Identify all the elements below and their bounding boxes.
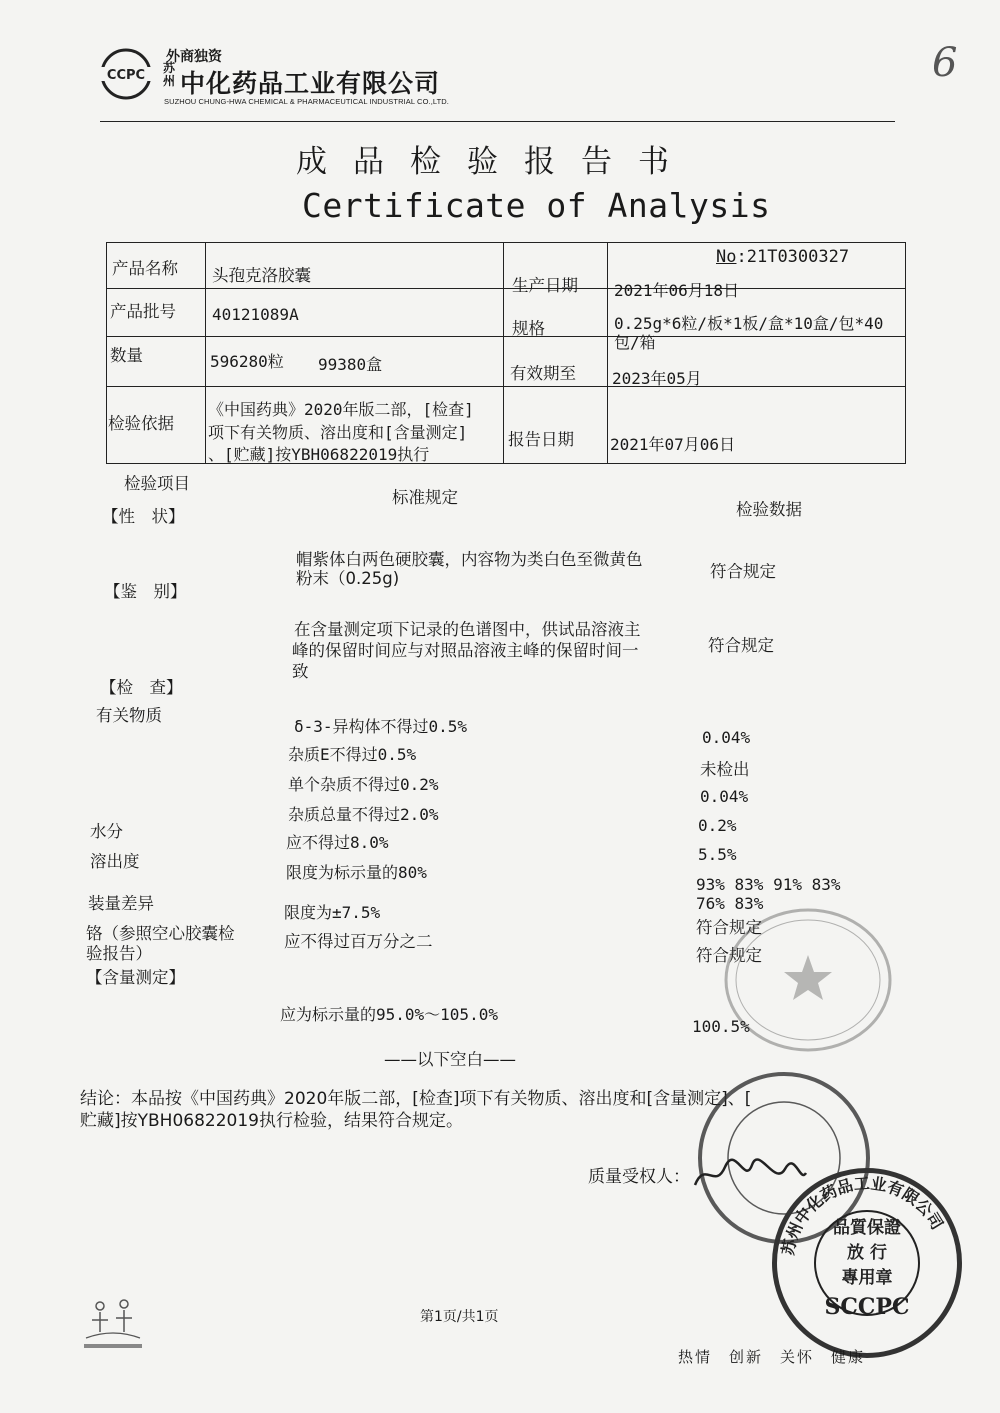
release-stamp-main	[772, 1168, 962, 1358]
related-result-1: 0.04%	[702, 728, 751, 747]
related-result-4: 0.2%	[698, 816, 737, 835]
chromium-label-line2: 验报告）	[86, 944, 152, 963]
product-name-label: 产品名称	[112, 259, 178, 278]
water-std: 应不得过8.0%	[286, 833, 389, 852]
section-assay: 【含量测定】	[86, 968, 185, 987]
related-substances-label: 有关物质	[96, 706, 162, 725]
table-rule	[106, 336, 906, 337]
section-identification: 【鉴 别】	[104, 582, 187, 601]
related-std-4: 杂质总量不得过2.0%	[288, 805, 439, 824]
spec-value-line1: 0.25g*6粒/板*1板/盒*10盒/包*40	[614, 314, 884, 333]
header-divider	[100, 121, 895, 122]
dissolution-label: 溶出度	[90, 852, 140, 871]
report-no-prefix: No	[716, 247, 737, 267]
related-std-3: 单个杂质不得过0.2%	[288, 775, 439, 794]
logo-text: CCPC	[106, 68, 146, 83]
table-rule	[205, 242, 206, 464]
company-tag: 外商独资	[166, 49, 222, 65]
stamp-center-3: 專用章	[841, 1267, 893, 1288]
assay-result: 100.5%	[692, 1017, 750, 1036]
col-header-item: 检验项目	[124, 474, 190, 493]
spec-value-line2: 包/箱	[614, 333, 656, 352]
stamp-center-1: 品質保證	[833, 1217, 901, 1238]
company-city: 苏州	[163, 61, 176, 88]
quantity-capsules: 596280粒	[210, 352, 284, 371]
report-no-value: 21T0300327	[746, 247, 850, 267]
batch-value: 40121089A	[212, 305, 299, 324]
conclusion-line2: 贮藏]按YBH06822019执行检验，结果符合规定。	[80, 1111, 463, 1131]
identification-result: 符合规定	[708, 636, 774, 655]
related-result-2: 未检出	[700, 760, 750, 779]
company-logo	[100, 48, 152, 100]
dissolution-std: 限度为标示量的80%	[286, 863, 427, 882]
table-rule	[607, 242, 608, 464]
section-appearance: 【性 状】	[102, 507, 185, 526]
footer-logo-icon	[78, 1294, 148, 1356]
conclusion-line1: 结论：本品按《中国药典》2020年版二部，[检查]项下有关物质、溶出度和[含量测定]、[	[80, 1089, 752, 1109]
expiry-label: 有效期至	[510, 364, 576, 383]
expiry-value: 2023年05月	[612, 369, 702, 388]
appearance-result: 符合规定	[710, 562, 776, 581]
col-header-result: 检验数据	[736, 500, 802, 519]
related-std-1: δ-3-异构体不得过0.5%	[294, 717, 468, 736]
stamp-ring-text: 苏州中化药品工业有限公司	[778, 1173, 947, 1257]
appearance-std-line1: 帽紫体白两色硬胶囊，内容物为类白色至微黄色	[296, 550, 643, 569]
company-name-en: SUZHOU CHUNG-HWA CHEMICAL & PHARMACEUTICAL INDUSTRIAL CO.,LTD.	[164, 97, 449, 106]
company-name-cn: 中化药品工业有限公司	[180, 69, 441, 98]
stamp-center-2: 放 行	[847, 1242, 887, 1263]
table-rule	[503, 242, 504, 464]
weight-variation-std: 限度为±7.5%	[284, 903, 381, 922]
svg-text:苏州中化药品工业有限公司	[778, 1174, 947, 1257]
quantity-boxes: 99380盒	[318, 355, 383, 374]
related-std-2: 杂质E不得过0.5%	[288, 745, 417, 764]
appearance-std-line2: 粉末（0.25g)	[296, 569, 400, 588]
report-date-label: 报告日期	[508, 430, 574, 449]
identification-std-line1: 在含量测定项下记录的色谱图中，供试品溶液主	[294, 620, 641, 639]
identification-std-line3: 致	[292, 662, 309, 681]
water-result: 5.5%	[698, 845, 737, 864]
qa-authorized-label: 质量受权人：	[588, 1167, 690, 1187]
dissolution-result-line2: 76% 83%	[696, 894, 764, 913]
chromium-label-line1: 铬（参照空心胶囊检	[86, 924, 235, 943]
col-header-standard: 标准规定	[392, 488, 458, 507]
page-info: 第1页/共1页	[420, 1309, 499, 1325]
assay-std: 应为标示量的95.0%～105.0%	[280, 1005, 498, 1024]
weight-variation-result: 符合规定	[696, 918, 762, 937]
title-cn: 成品检验报告书	[296, 144, 695, 180]
title-en: Certificate of Analysis	[302, 186, 771, 225]
report-date-value: 2021年07月06日	[610, 435, 736, 454]
product-name-value: 头孢克洛胶囊	[212, 266, 311, 285]
section-inspection: 【检 查】	[100, 678, 183, 697]
production-date-label: 生产日期	[512, 276, 578, 295]
related-result-3: 0.04%	[700, 787, 749, 806]
production-date-value: 2021年06月18日	[614, 281, 740, 300]
batch-label: 产品批号	[110, 302, 176, 321]
spec-label: 规格	[512, 319, 545, 338]
identification-std-line2: 峰的保留时间应与对照品溶液主峰的保留时间一	[292, 641, 639, 660]
page-mark: 6	[932, 40, 958, 86]
basis-line2: 项下有关物质、溶出度和[含量测定]	[208, 423, 468, 442]
basis-line3: 、[贮藏]按YBH06822019执行	[208, 445, 430, 464]
footer-slogan: 热情 创新 关怀 健康	[678, 1348, 866, 1366]
blank-below-marker: ——以下空白——	[384, 1050, 516, 1069]
qc-stamp-faint	[718, 900, 898, 1060]
table-rule	[106, 288, 906, 289]
weight-variation-label: 装量差异	[88, 894, 154, 913]
chromium-result: 符合规定	[696, 946, 762, 965]
chromium-std: 应不得过百万分之二	[284, 932, 433, 951]
quantity-label: 数量	[110, 346, 143, 365]
table-rule	[106, 386, 906, 387]
dissolution-result-line1: 93% 83% 91% 83%	[696, 875, 841, 894]
stamp-bottom-text: SCCPC	[824, 1293, 910, 1320]
report-no-sep: :	[736, 247, 747, 267]
basis-label: 检验依据	[108, 414, 174, 433]
basis-line1: 《中国药典》2020年版二部，[检查]	[208, 400, 474, 419]
water-label: 水分	[90, 822, 123, 841]
